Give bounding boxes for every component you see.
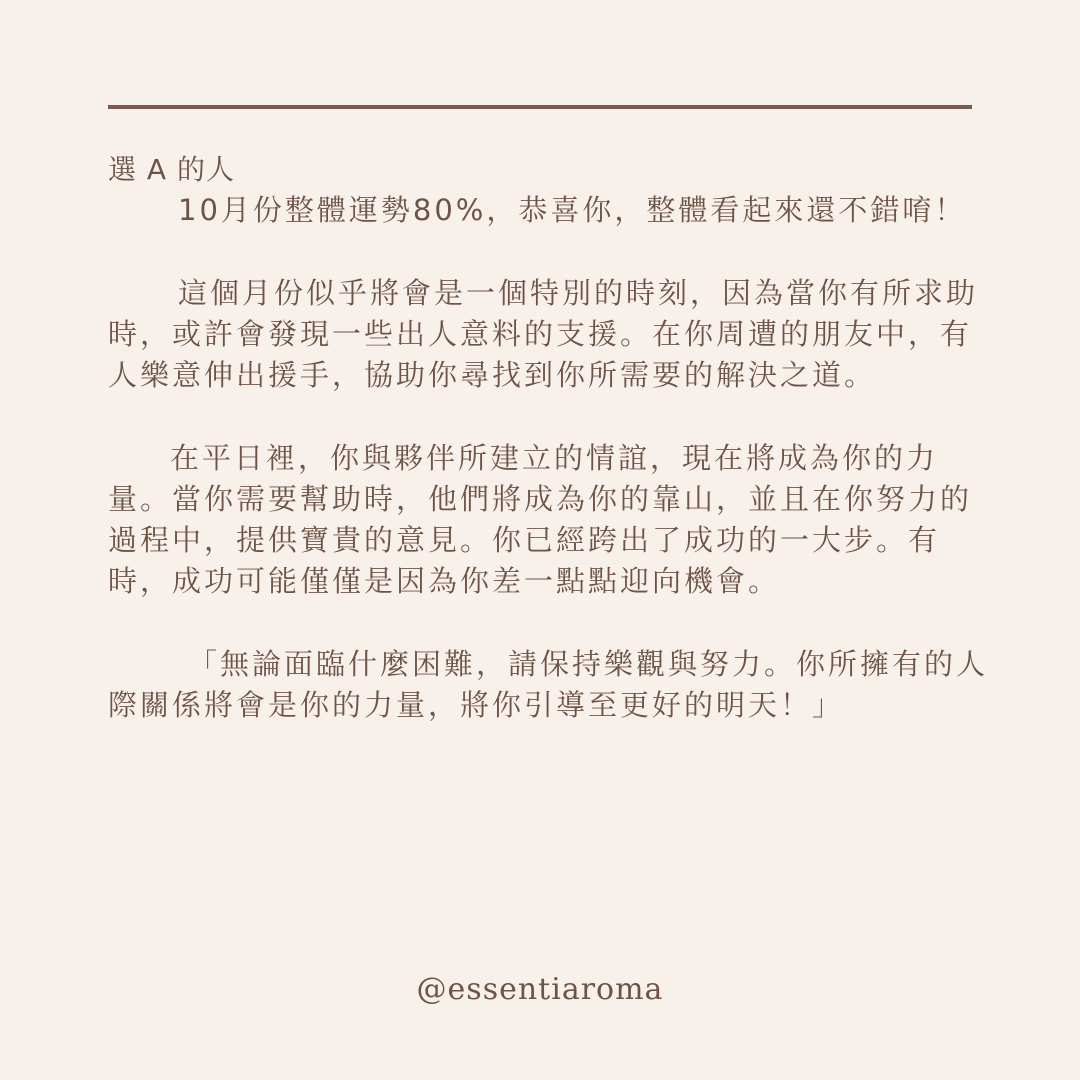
paragraph-gap <box>108 602 988 644</box>
social-handle: @essentiaroma <box>416 972 664 1007</box>
paragraph-friendship: 在平日裡，你與夥伴所建立的情誼，現在將成為你的力量。當你需要幫助時，他們將成為你的靠山，並且在你努力的過程中，提供寶貴的意見。你已經跨出了成功的一大步。有時，成功可能僅僅是因為你差一點點迎向機會。 <box>108 441 973 598</box>
top-divider <box>108 105 972 109</box>
paragraph-gap <box>108 231 988 273</box>
paragraph-fortune-summary: 10月份整體運勢80%，恭喜你，整體看起來還不錯唷！ <box>178 193 967 227</box>
paragraph-quote: 「無論面臨什麼困難，請保持樂觀與努力。你所擁有的人際關係將會是你的力量，將你引導至更好的明天！」 <box>108 647 989 722</box>
paragraph-gap <box>108 396 988 438</box>
section-heading: 選 A 的人 <box>108 153 235 186</box>
text-body <box>108 150 988 726</box>
paragraph-support: 這個月份似乎將會是一個特別的時刻，因為當你有所求助時，或許會發現一些出人意料的支援。在你周遭的朋友中，有人樂意伸出援手，協助你尋找到你所需要的解決之道。 <box>108 276 979 392</box>
